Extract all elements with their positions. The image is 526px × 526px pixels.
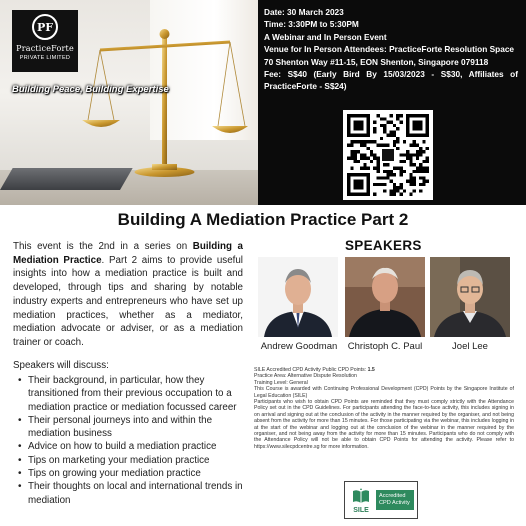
speakers-heading: SPEAKERS	[345, 238, 422, 253]
discussion-label: Speakers will discuss:	[13, 360, 109, 371]
speaker-photo-christoph-c-paul	[345, 257, 425, 337]
event-time: Time: 3:30PM to 5:30PM	[264, 19, 359, 30]
cpd-award-note: This Course is awarded with Continuing Professional Development (CPD) Points by the Singapore Institute of Legal Education (SILE)	[254, 386, 514, 399]
event-format: A Webinar and In Person Event	[264, 31, 387, 42]
cpd-points-value: 1.5	[367, 367, 375, 373]
sile-accredited-badge	[344, 481, 418, 519]
cpd-practice-area: Practice Area: Alternative Dispute Resolution	[254, 373, 357, 380]
event-address: 70 Shenton Way #11-15, EON Shenton, Singapore 079118	[264, 56, 489, 67]
speaker-photo-andrew-goodman	[258, 257, 338, 337]
cpd-information	[254, 367, 514, 450]
topic-item: • Tips on growing your mediation practice	[16, 467, 246, 480]
sile-emblem	[348, 486, 374, 514]
discussion-topics-list	[16, 374, 246, 507]
hero-image	[0, 0, 258, 205]
sile-badge-text: Accredited CPD Activity	[376, 490, 414, 510]
logo-name: PracticeForte	[16, 44, 74, 53]
logo-mark: PF	[32, 14, 58, 40]
intro-text-1: This event is the 2nd in a series on	[13, 241, 193, 252]
topic-item: • Advice on how to build a mediation practice	[16, 440, 246, 453]
cpd-training-level: Training Level: General	[254, 379, 308, 386]
speaker-name: Andrew Goodman	[260, 341, 338, 352]
qr-code-icon	[347, 114, 429, 196]
event-venue: Venue for In Person Attendees: PracticeForte Resolution Space	[264, 44, 515, 55]
topic-item: • Their personal journeys into and within the mediation business	[16, 414, 246, 441]
tagline: Building Peace, Building Expertise	[12, 84, 169, 95]
topic-item: • Tips on marketing your mediation practice	[16, 454, 246, 467]
page-title: Building A Mediation Practice Part 2	[117, 210, 409, 229]
speaker-photo-joel-lee	[430, 257, 510, 337]
intro-text-2: . Part 2 aims to provide useful insights into how a mediation practice is built and developed, through tips and sharing by notable industry experts and entrepreneurs who have set up mediation practices, whether as a mediator, mediation advocate or adviser, or as a mediation trainer or coach.	[13, 254, 243, 348]
event-fee: Fee: S$40 (Early Bird By 15/03/2023 - S$30, Affiliates of PracticeForte - S$24)	[264, 69, 518, 92]
practiceforte-logo	[12, 10, 78, 72]
intro-paragraph	[13, 240, 243, 350]
topic-item: • Their background, in particular, how they transitioned from their previous occupation to a mediation practice or mediation focussed career	[16, 374, 246, 414]
speaker-name: Joel Lee	[452, 341, 488, 352]
scales-of-justice-icon	[80, 20, 250, 180]
intro-series-name: Building a Mediation Practice	[13, 241, 243, 266]
speaker-name: Christoph C. Paul	[347, 341, 423, 352]
cpd-points-label: SILE Accredited CPD Activity Public CPD Points:	[254, 367, 368, 373]
cpd-attendance-policy: Participants who wish to obtain CPD Points are reminded that they must comply strictly with the Attendance Policy set out in the CPD Guidelines. For participants attending the face-to-face activity, this includes signing in on arrival and signing out at the conclusion of the activity in the manner required by the organiser, and not being absent from the activity for more than 15 minutes. For those participating via the webinar, this includes logging in at the start of the webinar and logging out at the conclusion of the webinar in the manner required by the organiser, and not being away from the activity for more than 15 minutes. Participants who do not comply with the Attendance Policy will not be able to obtain CPD Points for attending the activity. Please refer to https://www.silecpdcentre.sg for more information.	[254, 399, 514, 450]
event-date: Date: 30 March 2023	[264, 7, 344, 17]
logo-subtitle: PRIVATE LIMITED	[19, 55, 71, 61]
registration-qr-code[interactable]	[343, 110, 433, 200]
sile-name: SILE	[353, 507, 369, 514]
topic-item: • Their thoughts on local and international trends in mediation	[16, 480, 246, 507]
sile-book-icon	[351, 486, 371, 506]
